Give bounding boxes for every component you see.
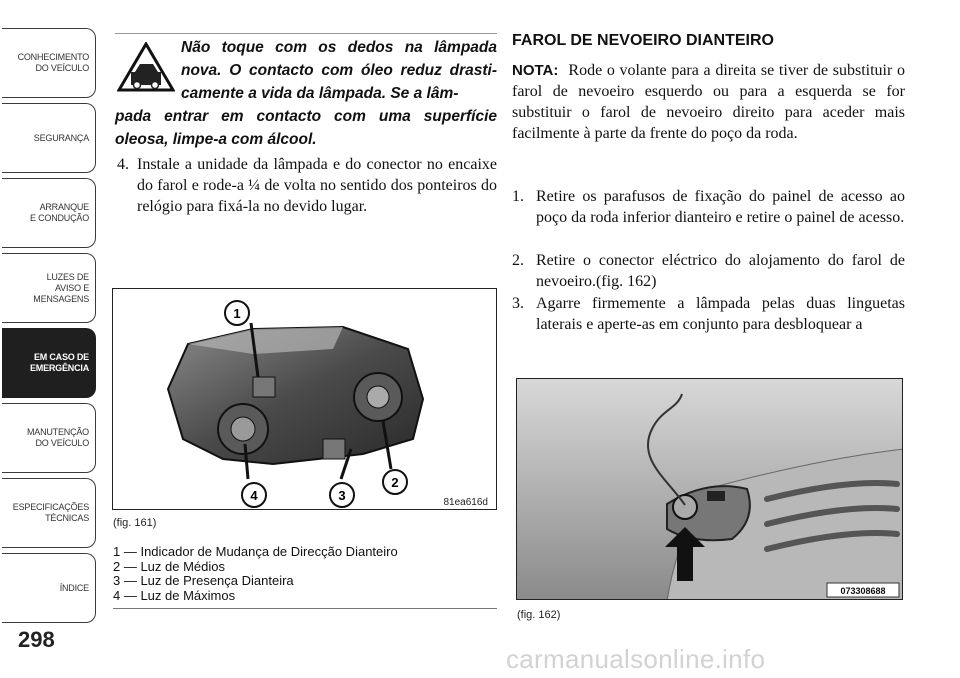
step-3-number: 3. bbox=[512, 295, 524, 312]
step-3-text: Agarre firmemente a lâmpada pelas duas linguetas laterais e aperte-as em conjunto para desbloquear a bbox=[536, 295, 905, 333]
callout-4-label: 4 bbox=[250, 488, 258, 503]
tab-arranque[interactable]: ARRANQUE E CONDUÇÃO bbox=[2, 178, 96, 248]
step-1 bbox=[512, 186, 905, 228]
tab-conhecimento[interactable]: CONHECIMENTO DO VEÍCULO bbox=[2, 28, 96, 98]
step-4 bbox=[117, 154, 497, 217]
tab-indice[interactable]: ÍNDICE bbox=[2, 553, 96, 623]
note-label: NOTA: bbox=[512, 62, 559, 79]
warning-triangle-icon bbox=[117, 42, 175, 92]
step-4-number: 4. bbox=[117, 156, 129, 173]
callout-1-label: 1 bbox=[233, 306, 241, 321]
fog-lamp-illustration bbox=[517, 379, 903, 600]
step-4-text: Instale a unidade da lâmpada e do conector no encaixe do farol e rode-a ¼ de volta no sentido dos ponteiros do relógio para fixá-la no devido lugar. bbox=[137, 156, 497, 215]
step-1-text: Retire os parafusos de fixação do painel de acesso ao poço da roda inferior dianteiro e retire o painel de acesso. bbox=[536, 188, 905, 226]
step-3 bbox=[512, 293, 905, 335]
page-number: 298 bbox=[18, 627, 55, 652]
legend-item: 1 — Indicador de Mudança de Direcção Dianteiro bbox=[113, 544, 398, 559]
figure-162-code: 073308688 bbox=[840, 586, 886, 596]
legend-item: 2 — Luz de Médios bbox=[113, 558, 226, 574]
note-text: Rode o volante para a direita se tiver de substituir o farol de nevoeiro esquerdo ou para a esquerda se for substituir o farol de nevoeiro direito para aceder mais facilmente à parte da frente do poço da roda. bbox=[512, 62, 905, 142]
tab-seguranca[interactable]: SEGURANÇA bbox=[2, 103, 96, 173]
figure-162-fog-lamp bbox=[516, 378, 903, 600]
legend-item: 4 — Luz de Máximos bbox=[113, 587, 236, 603]
legend-rule bbox=[113, 608, 497, 609]
legend-item: 3 — Luz de Presença Dianteira bbox=[113, 573, 294, 588]
warning-text-part2: pada entrar em contacto com uma superfície oleosa, limpe-a com álcool. bbox=[115, 108, 497, 148]
headlamp-illustration bbox=[113, 289, 497, 510]
step-1-number: 1. bbox=[512, 188, 524, 205]
step-2-text: Retire o conector eléctrico do alojamento do farol de nevoeiro.(fig. 162) bbox=[536, 252, 905, 290]
note-paragraph bbox=[512, 60, 905, 144]
section-heading: FAROL DE NEVOEIRO DIANTEIRO bbox=[512, 32, 774, 49]
callout-2-label: 2 bbox=[391, 475, 399, 490]
tab-luzes[interactable]: LUZES DE AVISO E MENSAGENS bbox=[2, 253, 96, 323]
figure-162-caption: (fig. 162) bbox=[517, 609, 561, 621]
figure-161-headlamp bbox=[112, 288, 497, 510]
step-2 bbox=[512, 250, 905, 292]
tab-manutencao[interactable]: MANUTENÇÃO DO VEÍCULO bbox=[2, 403, 96, 473]
watermark: carmanualsonline.info bbox=[506, 644, 766, 674]
step-2-number: 2. bbox=[512, 252, 524, 269]
tab-especificacoes[interactable]: ESPECIFICAÇÕES TÉCNICAS bbox=[2, 478, 96, 548]
warning-text-part1: Não toque com os dedos na lâmpada nova. O contacto com óleo reduz drasti-camente a vida da lâmpada. Se a lâm- bbox=[181, 39, 497, 102]
callout-3-label: 3 bbox=[338, 488, 346, 503]
figure-161-code: 81ea616d bbox=[443, 497, 488, 508]
tab-emergencia[interactable]: EM CASO DE EMERGÊNCIA bbox=[2, 328, 96, 398]
figure-161-caption: (fig. 161) bbox=[113, 517, 157, 529]
figure-161-legend bbox=[113, 545, 398, 603]
warning-top-rule bbox=[115, 33, 497, 34]
chapter-sidebar bbox=[0, 0, 100, 678]
